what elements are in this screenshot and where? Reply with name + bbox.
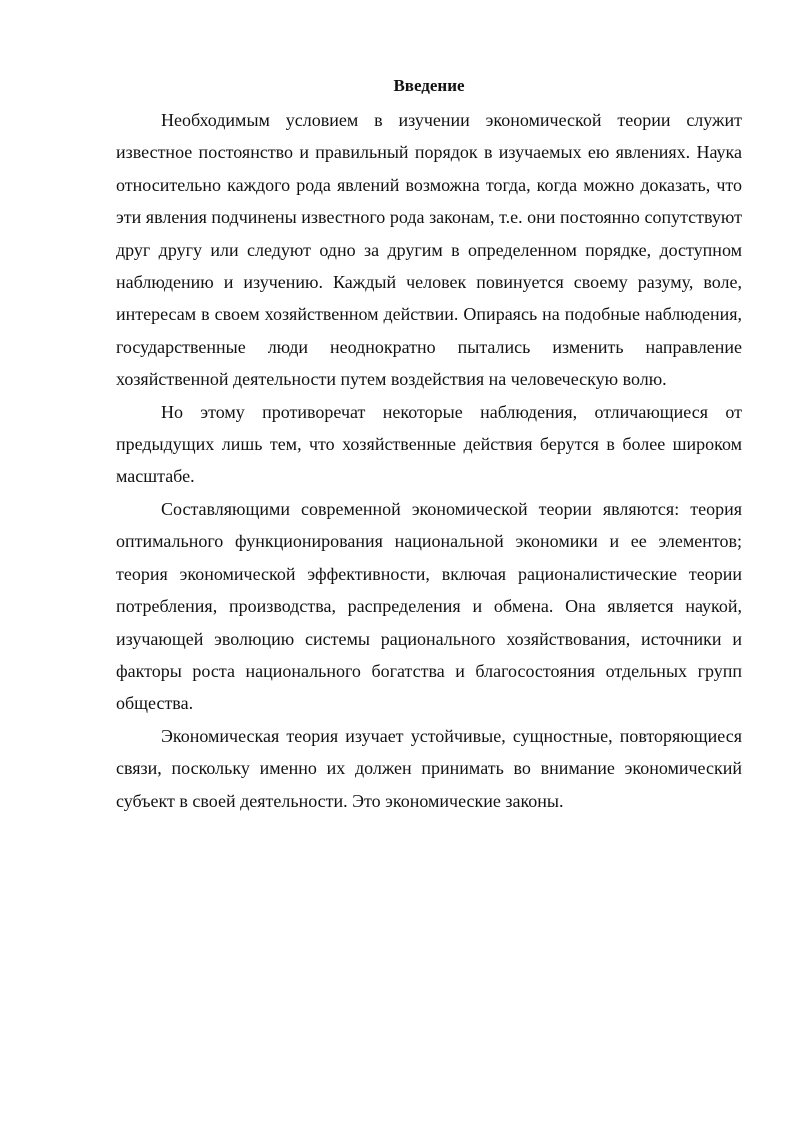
section-heading: Введение — [393, 76, 465, 95]
paragraph-3: Составляющими современной экономической теории являются: теория оптимального функционирования национальной экономики и ее элементов; теория экономической эффективности, включая рационалистические теории потребления, производства, распределения и обмена. Она является наукой, изучающей эволюцию системы рационального хозяйствования, источники и факторы роста национального богатства и благосостояния отдельных групп общества. — [116, 498, 742, 714]
document-page — [116, 74, 742, 817]
paragraph-4: Экономическая теория изучает устойчивые, сущностные, повторяющиеся связи, поскольку именно их должен принимать во внимание экономический субъект в своей деятельности. Это экономические законы. — [116, 725, 742, 811]
paragraph-2: Но этому противоречат некоторые наблюдения, отличающиеся от предыдущих лишь тем, что хозяйственные действия берутся в более широком масштабе. — [116, 401, 742, 487]
paragraph-1: Необходимым условием в изучении экономической теории служит известное постоянство и правильный порядок в изучаемых ею явлениях. Наука относительно каждого рода явлений возможна тогда, когда можно доказать, что эти явления подчинены известного рода законам, т.е. они постоянно сопутствуют друг другу или следуют одно за другим в определенном порядке, доступном наблюдению и изучению. Каждый человек повинуется своему разуму, воле, интересам в своем хозяйственном действии. Опираясь на подобные наблюдения, государственные люди неоднократно пытались изменить направление хозяйственной деятельности путем воздействия на человеческую волю. — [116, 110, 742, 390]
